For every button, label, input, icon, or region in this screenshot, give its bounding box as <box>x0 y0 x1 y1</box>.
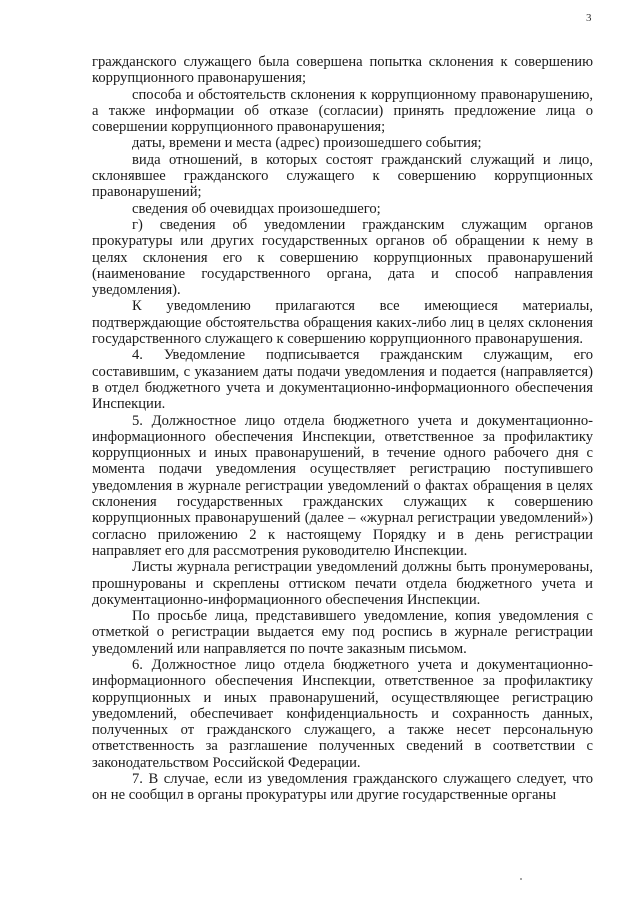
paragraph: По просьбе лица, представившего уведомление, копия уведомления с отметкой о регистрации выдается ему под роспись в журнале регистрации уведомлений или направляется по почте заказным письмом. <box>92 608 593 657</box>
page-number: 3 <box>586 12 592 24</box>
paragraph: 4. Уведомление подписывается гражданским служащим, его составившим, с указанием даты подачи уведомления и подается (направляется) в отдел бюджетного учета и документационно-информационного обеспечения Инспекции. <box>92 347 593 413</box>
paragraph: г) сведения об уведомлении гражданским служащим органов прокуратуры или других государственных органов об обращении к нему в целях склонения его к совершению коррупционных правонарушений (наименование государственного органа, дата и способ направления уведомления). <box>92 216 593 299</box>
paragraph: вида отношений, в которых состоят гражданский служащий и лицо, склонявшее гражданского служащего к совершению коррупционных правонарушений; <box>92 151 593 201</box>
paragraph: способа и обстоятельств склонения к коррупционному правонарушению, а также информации об отказе (согласии) принять предложение лица о совершении коррупционного правонарушения; <box>92 86 593 136</box>
paragraph: К уведомлению прилагаются все имеющиеся материалы, подтверждающие обстоятельства обращения каких-либо лиц в целях склонения государственного служащего к совершению коррупционного правонарушения. <box>92 298 593 348</box>
document-body <box>92 54 593 804</box>
paragraph: 7. В случае, если из уведомления гражданского служащего следует, что он не сообщил в органы прокуратуры или другие государственные органы <box>92 771 593 804</box>
scan-speck <box>520 878 522 880</box>
paragraph: гражданского служащего была совершена попытка склонения к совершению коррупционного правонарушения; <box>92 54 593 87</box>
paragraph: Листы журнала регистрации уведомлений должны быть пронумерованы, прошнурованы и скреплены оттиском печати отдела бюджетного учета и документационно-информационного обеспечения Инспекции. <box>92 559 593 608</box>
paragraph: даты, времени и места (адрес) произошедшего события; <box>132 135 482 152</box>
paragraph: 6. Должностное лицо отдела бюджетного учета и документационно-информационного обеспечения Инспекции, ответственное за профилактику коррупционных и иных правонарушений, осуществляющее регистрацию уведомлений, обеспечивает конфиденциальность и сохранность данных, полученных от гражданского служащего, а также несет персональную ответственность за разглашение полученных сведений в соответствии с законодательством Российской Федерации. <box>92 656 593 771</box>
paragraph: 5. Должностное лицо отдела бюджетного учета и документационно-информационного обеспечения Инспекции, ответственное за профилактику коррупционных и иных правонарушений, в течение одного рабочего дня с момента подачи уведомления осуществляет регистрацию поступившего уведомления в журнале регистрации уведомлений о фактах обращения в целях склонения государственных гражданских служащих к совершению коррупционных правонарушений (далее – «журнал регистрации уведомлений») согласно приложению 2 к настоящему Порядку и в день регистрации направляет его для рассмотрения руководителю Инспекции. <box>92 412 593 559</box>
paragraph: сведения об очевидцах произошедшего; <box>132 200 381 217</box>
